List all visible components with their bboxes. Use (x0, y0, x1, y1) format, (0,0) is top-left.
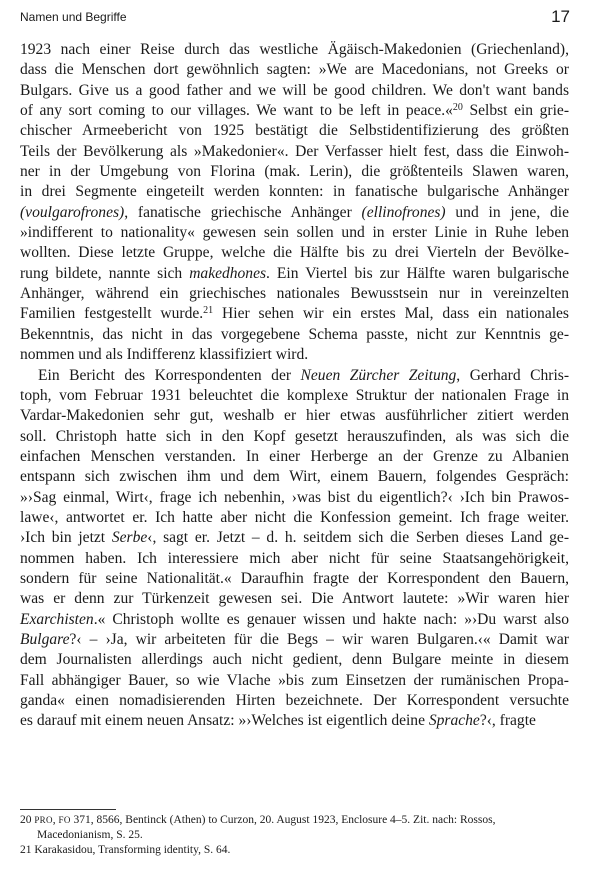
footnote-line (20, 813, 575, 828)
text-segment: Fall abhängiger Bauer, so wie Vlache »bis zum Einsetzen der rumänischen Propa- (20, 671, 569, 689)
text-segment: dem Journalisten allerdings auch nicht gedient, denn Bulgare meinte in diesem (20, 651, 569, 669)
text-line (20, 508, 569, 528)
text-segment: es darauf mit einem neuen Ansatz: »›Welches ist eigentlich deine (20, 712, 429, 730)
text-segment: wollten. Diese letzte Gruppe, welche die Hälfte bis zu drei Vierteln der Bevölke- (20, 244, 569, 262)
text-segment: Vardar-Makedonien sehr gut, weshalb er hier etwas ausführlicher zitiert werden (20, 407, 569, 425)
text-line (20, 101, 569, 121)
text-segment: ›Ich bin jetzt (20, 529, 112, 547)
italic-text: Bulgare (20, 630, 70, 648)
text-segment: und in jene, die (445, 203, 569, 221)
text-segment: 20 (20, 814, 35, 826)
text-line (20, 366, 569, 386)
text-line (20, 488, 569, 508)
text-line (20, 264, 569, 284)
text-line (20, 467, 569, 487)
text-segment: ?‹ – ›Ja, wir arbeiteten für die Begs – wir waren Bulgaren.‹« Damit war (69, 630, 569, 648)
text-segment: 1923 nach einer Reise durch das westliche Ägäisch-Makedonien (Griechenland), (20, 41, 569, 58)
text-segment: nommen haben. Ich interessiere mich aber nicht für seine Staatsangehörigkeit, (20, 549, 569, 567)
footnote-ref: 20 (452, 102, 463, 114)
text-line (20, 386, 569, 406)
text-line (20, 610, 569, 630)
text-segment: »›Sag einmal, Wirt‹, frage ich nebenhin, ›was bist du eigentlich?‹ ›Ich bin Prawos- (20, 488, 569, 506)
text-segment: Familien festgestellt wurde. (20, 305, 204, 323)
text-line (20, 447, 569, 467)
text-line (20, 630, 569, 650)
text-segment: dass die Menschen dort gewöhnlich sagten: »We are Macedonians, not Greeks or (20, 61, 569, 79)
text-segment: , (52, 814, 59, 826)
text-segment: lawe‹, antwortet er. Ich hatte aber nicht die Konfession gemeint. Ich frage weiter. (20, 508, 569, 526)
text-line (20, 650, 569, 670)
text-line (20, 345, 569, 365)
text-line (20, 203, 569, 223)
text-line (20, 589, 569, 609)
text-segment: 371, 8566, Bentinck (Athen) to Curzon, 20. August 1923, Enclosure 4–5. Zit. nach: Rossos, (70, 814, 496, 826)
text-line (20, 182, 569, 202)
text-segment: chischer Armeebericht von 1925 bestätigt die Selbstidentifizierung des größten (20, 122, 569, 140)
text-segment: Bulgars. Give us a good father and we will be good children. We don't want bands (20, 81, 569, 99)
footnote-line (20, 828, 575, 843)
text-segment: »indifferent to nationality« gewesen sein sollen und in erster Linie in Ruhe leben (20, 224, 569, 242)
footnote-ref: 21 (203, 305, 214, 317)
text-segment: Ein Bericht des Korrespondenten der (38, 366, 301, 384)
running-head: Namen und Begriffe (20, 10, 127, 24)
italic-text: Serbe (111, 529, 148, 547)
text-segment: Hier sehen wir ein erstes Mal, dass ein nationales (213, 305, 569, 323)
text-line (20, 406, 569, 426)
text-segment: FO (58, 815, 71, 825)
text-segment: rung bildete, nannte sich (20, 264, 190, 282)
text-segment: soll. Christoph hatte sich in den Kopf gesetzt herauszufinden, als was sich die (20, 427, 569, 445)
text-line (20, 325, 569, 345)
text-segment: Bekenntnis, das nicht in das vorgegebene Schema passte, nicht zur Kenntnis ge- (20, 325, 569, 343)
footnotes (20, 813, 575, 858)
text-segment: Anhänger, während ein griechisches nationales Bewusstsein nur in vereinzelten (20, 285, 569, 303)
text-segment: , Gerhard Chris- (456, 366, 569, 384)
text-line (20, 142, 569, 162)
text-segment: 21 Karakasidou, Transforming identity, S. 64. (20, 844, 231, 856)
text-segment: ‹, sagt er. Jetzt – d. h. seitdem sich die Serben dieses Land ge- (147, 529, 569, 547)
text-line (20, 671, 569, 691)
page-number: 17 (551, 7, 570, 26)
footnote-rule (20, 809, 116, 810)
text-segment: Selbst ein grie- (462, 102, 569, 120)
italic-text: Exarchisten (20, 610, 94, 628)
text-segment: nommen und als Indifferenz klassifiziert wird. (20, 346, 309, 364)
text-line (20, 528, 569, 548)
text-segment: toph, vom Februar 1931 beleuchtet die komplexe Struktur der nationalen Frage in (20, 386, 569, 404)
text-segment: ganda« einen nomadisierenden Hirten bezeichnete. Der Korrespondent versuchte (20, 692, 569, 709)
text-segment: in drei Segmente eingeteilt werden konnten: in fanatische bulgarische Anhänger (20, 183, 569, 201)
body-text (20, 40, 569, 732)
footnote-line (20, 843, 575, 858)
text-segment: ner in der Umgebung von Florina (mak. Lerin), die größtenteils Slawen waren, (20, 163, 569, 181)
text-line (20, 81, 569, 101)
text-line (20, 162, 569, 182)
text-line (20, 711, 569, 731)
text-line (20, 304, 569, 324)
text-line (20, 427, 569, 447)
text-segment: was er denn zur Türkenzeit gewesen sei. Die Antwort lautete: »Wir waren hier (20, 590, 569, 608)
text-line (20, 284, 569, 304)
text-line (20, 121, 569, 141)
text-line (20, 40, 569, 60)
italic-text: (ellinofrones) (361, 203, 446, 221)
italic-text: Neuen Zürcher Zeitung (300, 366, 457, 384)
text-line (20, 549, 569, 569)
text-segment: PRO (34, 815, 53, 825)
text-line (20, 243, 569, 263)
text-segment: ?‹, fragte (479, 712, 536, 730)
text-segment: entspann sich zwischen ihm und dem Wirt, einem Bauern, folgendes Gespräch: (20, 468, 569, 486)
text-segment: of any sort coming to our villages. We want to be left in peace.« (20, 102, 453, 120)
italic-text: Sprache (428, 712, 480, 730)
text-line (20, 223, 569, 243)
text-segment: sondern für seine Nationalität.« Daraufhin fragte der Korrespondent den Bauern, (20, 569, 569, 587)
text-segment: . Ein Viertel bis zur Hälfte waren bulgarische (266, 264, 569, 282)
text-segment: Macedonianism, S. 25. (37, 829, 143, 841)
italic-text: makedhones (189, 264, 267, 282)
text-line (20, 691, 569, 711)
text-segment: Teils der Bevölkerung als »Makedonier«. Der Verfasser hielt fest, dass die Einwoh- (20, 142, 569, 160)
text-segment: , fanatische griechische Anhänger (124, 203, 362, 221)
italic-text: (voulgarofrones) (20, 203, 125, 221)
text-line (20, 60, 569, 80)
text-line (20, 569, 569, 589)
text-segment: einfachen Menschen verstanden. In einer Herberge an der Grenze zu Albanien (20, 447, 569, 465)
text-segment: .« Christoph wollte es genauer wissen und hakte nach: »›Du warst also (93, 610, 569, 628)
